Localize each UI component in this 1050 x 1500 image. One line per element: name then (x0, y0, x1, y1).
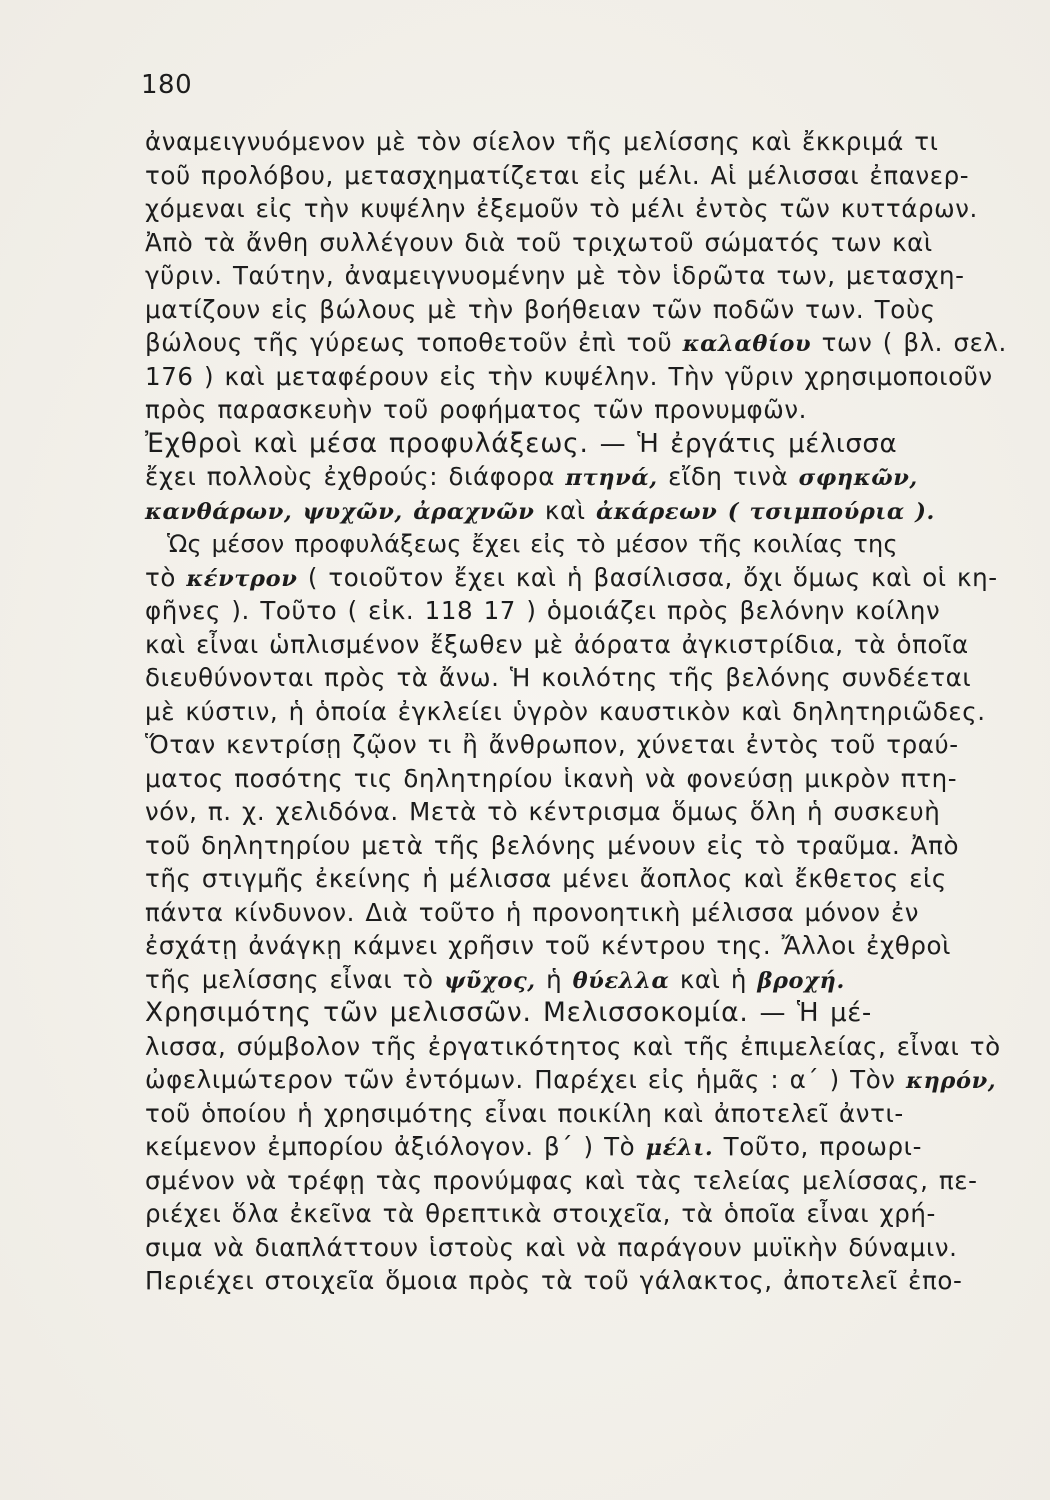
text-run: διευθύνονται πρὸς τὰ ἄνω. Ἡ κοιλότης τῆς βελόνης συνδέεται (145, 663, 972, 692)
text-run: σμένον νὰ τρέφῃ τὰς προνύμφας καὶ τὰς τελείας μελίσσας, πε- (145, 1165, 978, 1195)
emphasis-term: ψῦχος, (444, 967, 536, 994)
text-run: σιμα νὰ διαπλάττουν ἱστοὺς καὶ νὰ παράγουν μυϊκὴν δύναμιν. (145, 1232, 958, 1262)
text-run: βώλους τῆς γύρεως τοποθετοῦν ἐπὶ τοῦ (145, 328, 673, 357)
text-line (145, 965, 1015, 996)
text-run: — Ἡ ἐργάτις μέλισσα (599, 428, 898, 459)
text-run: — Ἡ μέ- (759, 998, 872, 1028)
text-run: ἔχει πολλοὺς ἐχθρούς: διάφορα (145, 462, 555, 491)
emphasis-term: θύελλα (572, 967, 670, 994)
text-run: μὲ κύστιν, ἡ ὁποία ἐγκλείει ὑγρὸν καυστικὸν καὶ δηλητηριῶδες. (145, 696, 986, 726)
text-run: Ἀπὸ τὰ ἄνθη συλλέγουν διὰ τοῦ τριχωτοῦ σώματός των καὶ (145, 227, 933, 257)
emphasis-term: μέλι. (645, 1135, 714, 1161)
text-line (145, 1266, 1015, 1296)
text-line (145, 563, 1015, 594)
section-heading: Ἐχθροὶ καὶ μέσα προφυλάξεως. (145, 427, 589, 459)
text-line (145, 1099, 1015, 1129)
section-heading: Χρησιμότης τῶν μελισσῶν. Μελισσοκομία. (145, 997, 749, 1028)
text-line (145, 1199, 1015, 1229)
text-line (145, 831, 1015, 861)
emphasis-term: κανθάρων, ψυχῶν, ἀραχνῶν (145, 498, 535, 525)
emphasis-term: βροχή. (757, 967, 845, 994)
text-line (145, 194, 1015, 224)
text-run: εἴδη τινὰ (668, 462, 789, 491)
emphasis-term: σφηκῶν, (798, 465, 918, 491)
text-line (145, 663, 1015, 693)
text-line (145, 127, 1015, 157)
text-line (145, 328, 1015, 359)
text-run: πάντα κίνδυνον. Διὰ τοῦτο ἡ προνοητικὴ μέλισσα μόνον ἐν (145, 897, 920, 927)
text-run: γῦριν. Ταύτην, ἀναμειγνυομένην μὲ τὸν ἱδρῶτα των, μετασχη- (145, 261, 965, 290)
text-run: τὸ (145, 562, 176, 592)
text-line (145, 764, 1015, 794)
text-run: λισσα, σύμβολον τῆς ἐργατικότητος καὶ τῆς ἐπιμελείας, εἶναι τὸ (145, 1031, 1001, 1061)
text-line (145, 462, 1015, 493)
text-run: καὶ εἶναι ὡπλισμένον ἔξωθεν μὲ ἀόρατα ἀγκιστρίδια, τὰ ὁποῖα (145, 629, 969, 659)
text-line (145, 1233, 1015, 1263)
text-line (145, 697, 1015, 727)
text-run: Τοῦτο, προωρι- (723, 1132, 923, 1161)
text-run: κείμενον ἐμπορίου ἀξιόλογον. β΄ ) Τὸ (145, 1132, 636, 1161)
text-run: πρὸς παρασκευὴν τοῦ ροφήματος τῶν προνυμφῶν. (145, 395, 808, 424)
text-run: φῆνες ). Τοῦτο ( εἰκ. 118 17 ) ὁμοιάζει πρὸς βελόνην κοίλην (145, 596, 941, 625)
text-run: τοῦ δηλητηρίου μετὰ τῆς βελόνης μένουν εἰς τὸ τραῦμα. Ἀπὸ (145, 830, 960, 860)
text-run: ἡ (546, 964, 563, 994)
text-line (145, 730, 1015, 760)
text-line (145, 797, 1015, 827)
text-line (145, 295, 1015, 325)
emphasis-term: κηρόν, (905, 1068, 997, 1094)
text-line (145, 596, 1015, 626)
text-run: τῆς στιγμῆς ἐκείνης ἡ μέλισσα μένει ἄοπλος καὶ ἔκθετος εἰς (145, 864, 947, 893)
text-run: Περιέχει στοιχεῖα ὅμοια πρὸς τὰ τοῦ γάλακτος, ἀποτελεῖ ἐπο- (145, 1266, 963, 1295)
text-line (145, 362, 1015, 392)
emphasis-term: καλαθίου (682, 331, 812, 357)
text-line (145, 1166, 1015, 1196)
section-heading-line (145, 998, 1015, 1028)
text-run: των ( βλ. σελ. (821, 328, 1007, 357)
text-run: Ὡς μέσον προφυλάξεως ἔχει εἰς τὸ μέσον τῆς κοιλίας της (167, 530, 898, 558)
text-line (145, 931, 1015, 961)
text-line (145, 864, 1015, 894)
text-run: ( τοιοῦτον ἔχει καὶ ἡ βασίλισσα, ὄχι ὅμως καὶ οἱ κη- (307, 562, 998, 592)
emphasis-term: πτηνά, (565, 465, 658, 491)
text-line (145, 898, 1015, 928)
text-run: καὶ (544, 495, 586, 525)
text-line (145, 161, 1015, 191)
text-run: 176 ) καὶ μεταφέρουν εἰς τὴν κυψέλην. Τὴν γῦριν χρησιμοποιοῦν (145, 361, 993, 391)
page-number: 180 (141, 70, 193, 100)
text-run: ματίζουν εἰς βώλους μὲ τὴν βοήθειαν τῶν ποδῶν των. Τοὺς (145, 294, 936, 324)
text-line (145, 1132, 1015, 1163)
text-run: νόν, π. χ. χελιδόνα. Μετὰ τὸ κέντρισμα ὅμως ὅλη ἡ συσκευὴ (145, 797, 941, 826)
text-line (145, 395, 1015, 425)
text-line (145, 1065, 1015, 1096)
text-run: καὶ ἡ (679, 964, 748, 994)
text-line (145, 261, 1015, 291)
emphasis-term: κέντρον (186, 565, 298, 592)
section-heading-line (145, 429, 1015, 459)
emphasis-term: ἀκάρεων ( τσιμπούρια ). (595, 498, 935, 525)
text-line (145, 496, 1015, 527)
text-line (145, 228, 1015, 258)
text-run: ὠφελιμώτερον τῶν ἐντόμων. Παρέχει εἰς ἡμᾶς : α΄ ) Τὸν (145, 1065, 896, 1094)
text-run: τῆς μελίσσης εἶναι τὸ (145, 964, 434, 994)
text-run: ἀναμειγνυόμενον μὲ τὸν σίελον τῆς μελίσσης καὶ ἔκκριμά τι (145, 127, 939, 156)
text-run: ἐσχάτῃ ἀνάγκῃ κάμνει χρῆσιν τοῦ κέντρου της. Ἄλλοι ἐχθροὶ (145, 931, 951, 960)
text-run: τοῦ ὁποίου ἡ χρησιμότης εἶναι ποικίλη καὶ ἀποτελεῖ ἀντι- (145, 1098, 904, 1128)
text-run: ματος ποσότης τις δηλητηρίου ἱκανὴ νὰ φονεύσῃ μικρὸν πτη- (145, 763, 958, 793)
text-run: Ὅταν κεντρίσῃ ζῷον τι ἢ ἄνθρωπον, χύνεται ἐντὸς τοῦ τραύ- (145, 730, 959, 759)
text-line (145, 529, 1037, 559)
text-run: τοῦ προλόβου, μετασχηματίζεται εἰς μέλι. Αἱ μέλισσαι ἐπανερ- (145, 160, 970, 190)
text-line (145, 630, 1015, 660)
text-run: ριέχει ὅλα ἐκεῖνα τὰ θρεπτικὰ στοιχεῖα, τὰ ὁποῖα εἶναι χρή- (145, 1199, 936, 1228)
text-line (145, 1032, 1015, 1062)
text-run: χόμεναι εἰς τὴν κυψέλην ἐξεμοῦν τὸ μέλι ἐντὸς τῶν κυττάρων. (145, 194, 978, 223)
